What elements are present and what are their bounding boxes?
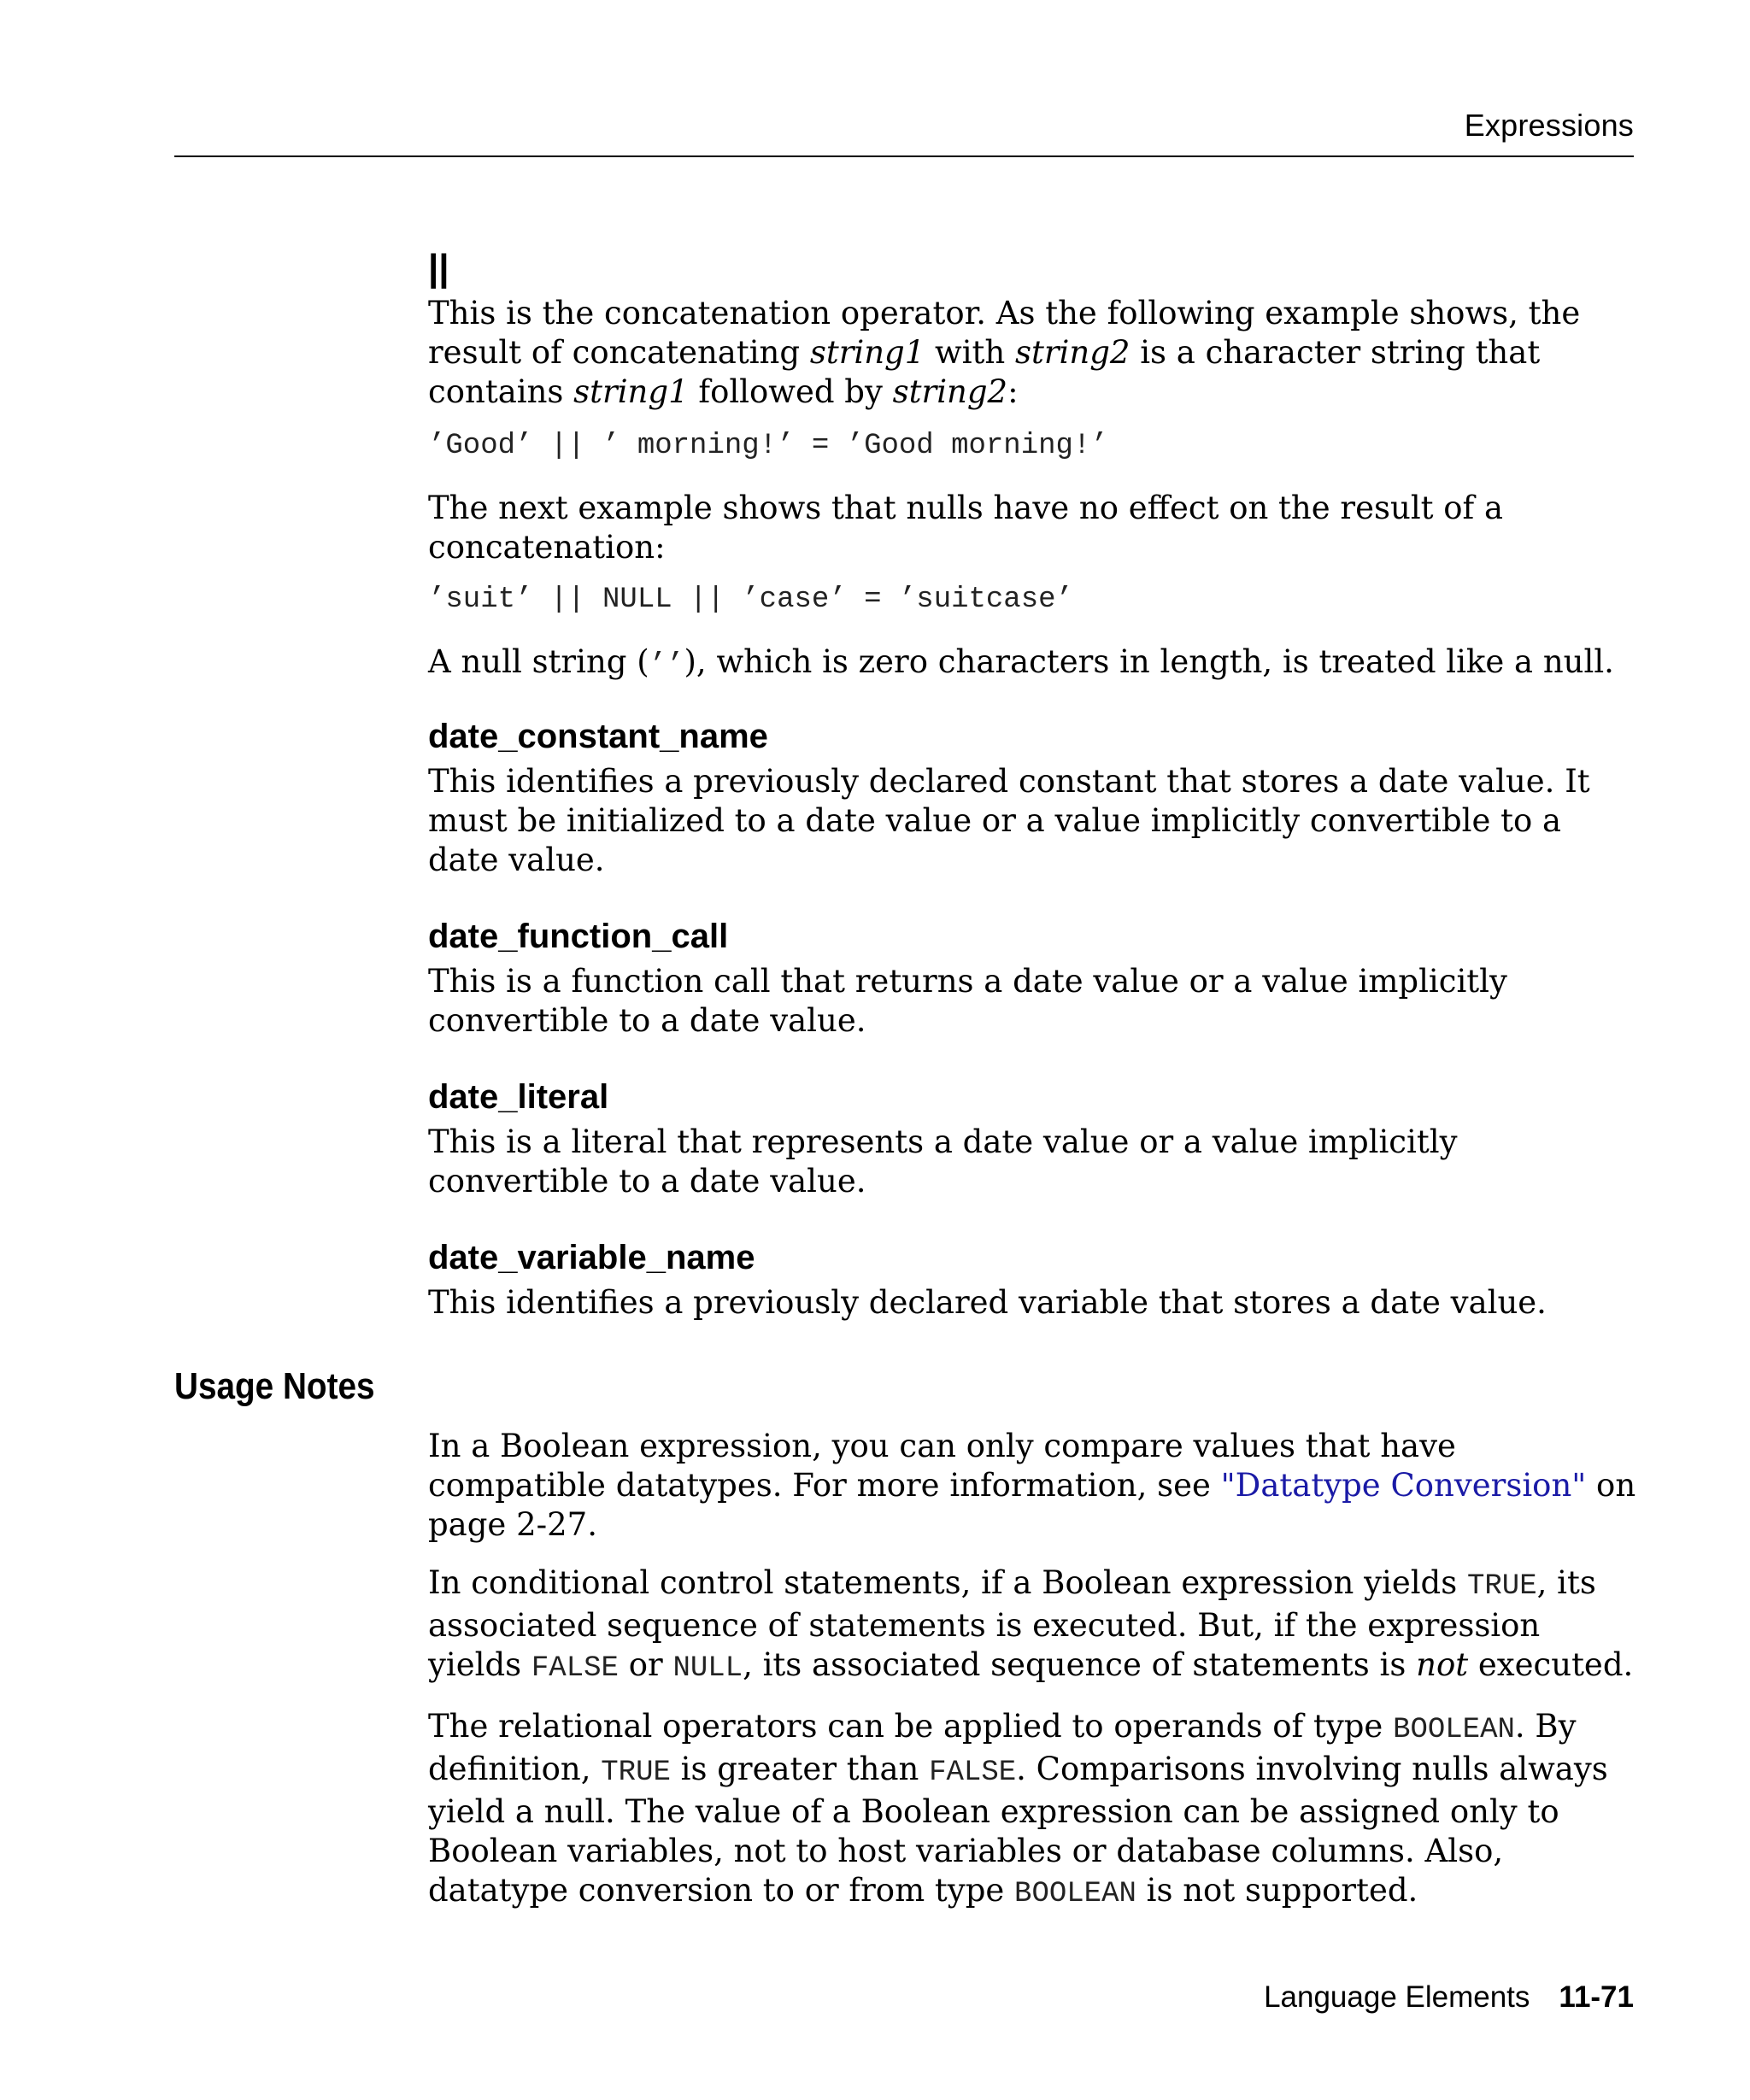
date-variable-name-heading: date_variable_name (428, 1239, 755, 1276)
running-header (174, 103, 1634, 157)
footer-page-number: 11-71 (1559, 1980, 1634, 2014)
null-string-description: A null string (’’), which is zero characters in length, is treated like a null. (428, 643, 1614, 682)
concat-description: This is the concatenation operator. As the following example shows, the result of concatenating string1 with string2 is a character string that contains string1 followed by string2: (428, 295, 1581, 410)
null-concat-description: The next example shows that nulls have no effect on the result of a concatenation: (428, 490, 1504, 566)
header-section-title: Expressions (1464, 108, 1634, 143)
footer-chapter-title: Language Elements (1264, 1980, 1530, 2014)
date-function-call-heading: date_function_call (428, 918, 729, 955)
usage-notes-heading: Usage Notes (174, 1365, 375, 1407)
page-footer (1264, 1980, 1634, 2015)
usage-note-relational-operators: The relational operators can be applied to operands of type BOOLEAN. By definition, TRUE is greater than FALSE. Comparisons involving nulls always yield a null. The value of a Boolean expression can be assigned only to Boolean variables, not to host variables or database columns. Also, datatype conversion to or from type BOOLEAN is not supported. (428, 1708, 1608, 1910)
date-literal-description: This is a literal that represents a date value or a value implicitly convertible to a date value. (428, 1123, 1458, 1200)
usage-note-conditional-control: In conditional control statements, if a Boolean expression yields TRUE, its associated sequence of statements is executed. But, if the expression yields FALSE or NULL, its associated sequence of statements is not executed. (428, 1564, 1634, 1685)
code-example-null-concat: ’suit’ || NULL || ’case’ = ’suitcase’ (428, 584, 1073, 616)
code-example-concat: ’Good’ || ’ morning!’ = ’Good morning!’ (428, 430, 1108, 462)
concat-operator-heading: || (428, 247, 449, 289)
date-constant-name-heading: date_constant_name (428, 718, 768, 755)
date-literal-heading: date_literal (428, 1078, 609, 1116)
usage-note-compatible-datatypes: In a Boolean expression, you can only compare values that have compatible datatypes. For more information, see "Datatype Conversion" on page 2-27. (428, 1428, 1636, 1543)
date-variable-name-description: This identifies a previously declared variable that stores a date value. (428, 1284, 1547, 1321)
main-content (428, 248, 1641, 1914)
datatype-conversion-link[interactable]: "Datatype Conversion" (1220, 1467, 1587, 1504)
date-function-call-description: This is a function call that returns a date value or a value implicitly convertible to a date value. (428, 963, 1507, 1039)
date-constant-name-description: This identifies a previously declared constant that stores a date value. It must be initialized to a date value or a value implicitly convertible to a date value. (428, 763, 1590, 878)
